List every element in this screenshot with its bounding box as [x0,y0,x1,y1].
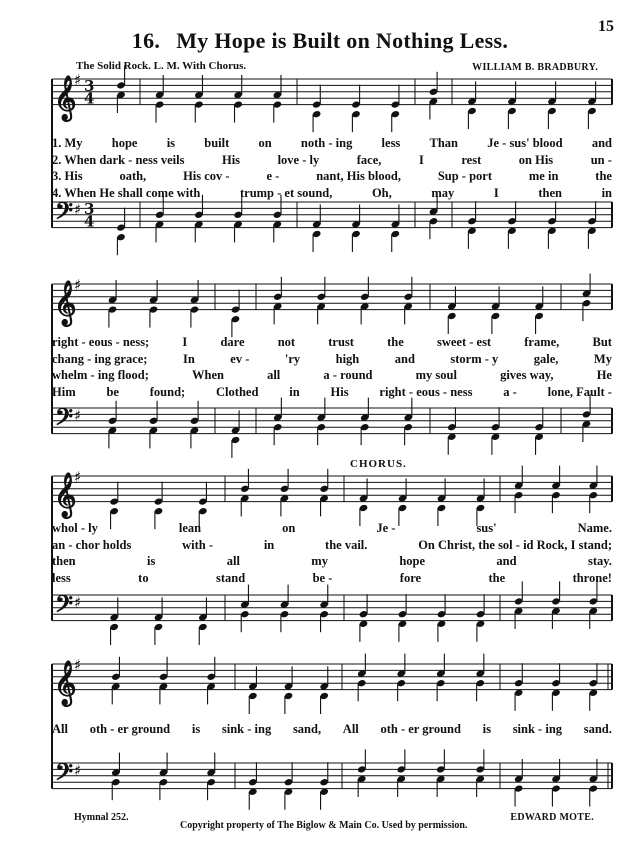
lyric-syllable: trust [328,335,354,349]
lyric-syllable: But [592,335,612,349]
lyric-line [52,538,612,554]
lyric-line [52,554,612,570]
lyric-syllable: nant, His blood, [316,169,401,183]
sharp-icon: ♯ [74,276,82,294]
lyric-syllable: noth - ing [300,136,353,150]
lyricist-credit: EDWARD MOTE. [510,812,594,823]
sharp-icon: ♯ [74,200,82,219]
lyric-syllable: lean [178,521,202,535]
sharp-icon: ♯ [74,761,82,780]
lyric-line [52,571,612,587]
lyric-syllable: hope [111,136,138,150]
lyric-syllable: When [192,368,224,382]
lyric-syllable: frame, [524,335,560,349]
lyric-syllable: gives way, [500,368,554,382]
lyric-syllable: sand, [292,722,322,736]
lyric-syllable: rest [461,152,482,167]
lyric-syllable: in [601,185,612,200]
lyric-syllable: and [394,351,415,366]
lyric-syllable: face, [356,152,382,167]
lyric-syllable: Je - sus' blood [487,136,563,150]
lyric-syllable: fore [399,570,422,585]
lyric-syllable: I [493,185,499,200]
lyric-syllable: 4. When He shall come with [52,185,201,200]
lyric-syllable: un - [590,152,612,167]
lyric-syllable: hope [399,554,426,568]
lyric-syllable: ev - [230,351,250,366]
treble-clef-icon: 𝄞 [54,471,77,517]
lyric-syllable: lone, Fault - [547,384,612,399]
lyric-syllable: on [282,521,296,535]
lyric-syllable: all [267,368,281,382]
hymn-title-text: My Hope is Built on Nothing Less. [176,28,509,53]
lyric-syllable: Name. [577,521,612,535]
lyric-syllable: is [147,554,156,568]
sharp-icon: ♯ [74,593,82,612]
lyric-syllable: a - round [323,368,373,382]
lyric-syllable: on [258,136,272,150]
lyric-syllable: the [488,570,506,585]
hymn-number: 16. [131,28,161,53]
lyric-syllable: e - [266,169,280,183]
lyric-syllable: found; [149,384,186,399]
bass-clef-icon: 𝄢 [55,197,74,231]
lyric-syllable: my [311,554,328,568]
lyric-syllable: is [191,722,201,736]
lyric-syllable: less [52,570,71,585]
time-signature-top: 3 [84,76,95,95]
lyric-syllable: All [52,722,68,736]
lyric-syllable: His [330,384,349,399]
lyric-line [52,385,612,401]
bass-clef-icon: 𝄢 [55,758,74,792]
lyric-syllable: Je - [376,521,396,535]
lyric-syllable: love - ly [277,152,320,167]
lyric-syllable: He [596,368,612,382]
lyric-syllable: gale, [533,351,559,366]
lyric-syllable: storm - y [450,351,499,366]
lyric-syllable: less [381,136,401,150]
lyric-syllable: then [52,554,76,568]
lyric-syllable: Sup - port [437,169,493,183]
lyric-syllable: built [204,136,230,150]
chorus-label: CHORUS. [350,458,407,470]
lyric-syllable: sus' [476,521,497,535]
lyric-syllable: 1. My [52,136,83,150]
page-number: 15 [598,18,614,35]
lyric-syllable: and [591,136,612,150]
lyric-syllable: Him [52,384,76,399]
lyric-syllable: be [106,384,119,399]
lyric-syllable: dare [220,335,245,349]
tune-subtitle: The Solid Rock. L. M. With Chorus. [76,60,247,72]
lyric-syllable: stay. [587,554,612,568]
lyric-syllable: may [431,185,455,200]
lyric-syllable: trump - et sound, [239,185,333,200]
lyric-syllable: On Christ, the sol - id Rock, I stand; [418,537,612,552]
lyric-syllable: the [387,335,404,349]
lyric-syllable: Than [429,136,459,150]
lyric-syllable: my soul [415,368,457,382]
lyric-syllable: all [226,554,240,568]
sharp-icon: ♯ [74,656,82,674]
lyric-syllable: I [418,152,424,167]
bass-clef-icon: 𝄢 [55,403,74,437]
lyric-syllable: His [221,152,241,167]
lyric-syllable: is [482,722,491,736]
lyric-syllable: the [595,169,612,183]
lyric-syllable: be - [312,570,333,585]
lyric-syllable: 2. When dark - ness veils [52,152,185,167]
lyric-syllable: stand [215,570,246,585]
lyric-syllable: oth - er ground [380,722,461,736]
lyric-line [52,521,612,537]
lyric-syllable: chang - ing grace; [52,351,148,366]
lyric-syllable: Oh, [371,185,392,200]
lyric-line [52,153,612,169]
sharp-icon: ♯ [74,406,82,425]
treble-clef-icon: 𝄞 [54,74,77,120]
treble-clef-icon: 𝄞 [54,279,77,325]
lyric-syllable: sink - ing [512,722,563,736]
lyric-syllable: and [496,554,517,568]
time-signature-bottom: 4 [84,89,95,108]
lyric-syllable: sink - ing [221,722,272,736]
lyric-syllable: a - [503,384,517,399]
lyric-syllable: on His [518,152,554,167]
lyric-line [52,352,612,368]
lyric-syllable: the vail. [325,537,368,552]
lyric-syllable: in [289,384,300,399]
sharp-icon: ♯ [74,468,82,486]
sharp-icon: ♯ [74,71,82,89]
lyric-syllable: I [182,335,188,349]
time-signature-bottom: 4 [84,212,95,231]
lyric-syllable: sweet - est [436,335,492,349]
hymnal-reference: Hymnal 252. [74,812,129,823]
lyric-syllable: 'ry [284,351,301,366]
copyright-notice: Copyright property of The Biglow & Main Co. Used by permission. [180,820,468,831]
lyric-syllable: 3. His [52,169,83,183]
lyric-syllable: whelm - ing flood; [52,368,149,382]
lyric-syllable: All [342,722,359,736]
lyric-syllable: me in [528,169,559,183]
lyric-line [52,722,612,738]
lyric-syllable: oth - er ground [89,722,171,736]
lyric-syllable: In [182,351,195,366]
lyric-syllable: an - chor holds [52,537,132,552]
lyric-syllable: not [277,335,296,349]
lyric-syllable: in [263,537,275,552]
lyric-line [52,169,612,185]
lyric-syllable: right - eous - ness; [52,335,150,349]
lyric-syllable: Clothed [216,384,259,399]
lyric-line [52,186,612,202]
lyric-syllable: throne! [572,570,612,585]
lyric-syllable: My [593,351,612,366]
lyric-syllable: right - eous - ness [379,384,473,399]
lyric-syllable: is [166,136,176,150]
composer-credit: WILLIAM B. BRADBURY. [472,62,598,73]
lyric-syllable: with - [182,537,214,552]
lyric-syllable: to [138,570,149,585]
lyric-syllable: His cov - [183,169,230,183]
time-signature-top: 3 [84,199,95,218]
lyric-syllable: oath, [119,169,147,183]
treble-clef-icon: 𝄞 [54,659,77,705]
lyric-syllable: then [538,185,562,200]
lyric-syllable: high [335,351,360,366]
lyric-syllable: whol - ly [52,521,98,535]
lyric-syllable: sand. [583,722,612,736]
bass-clef-icon: 𝄢 [55,590,74,624]
lyric-line [52,368,612,384]
lyric-line [52,335,612,351]
lyric-line [52,136,612,152]
